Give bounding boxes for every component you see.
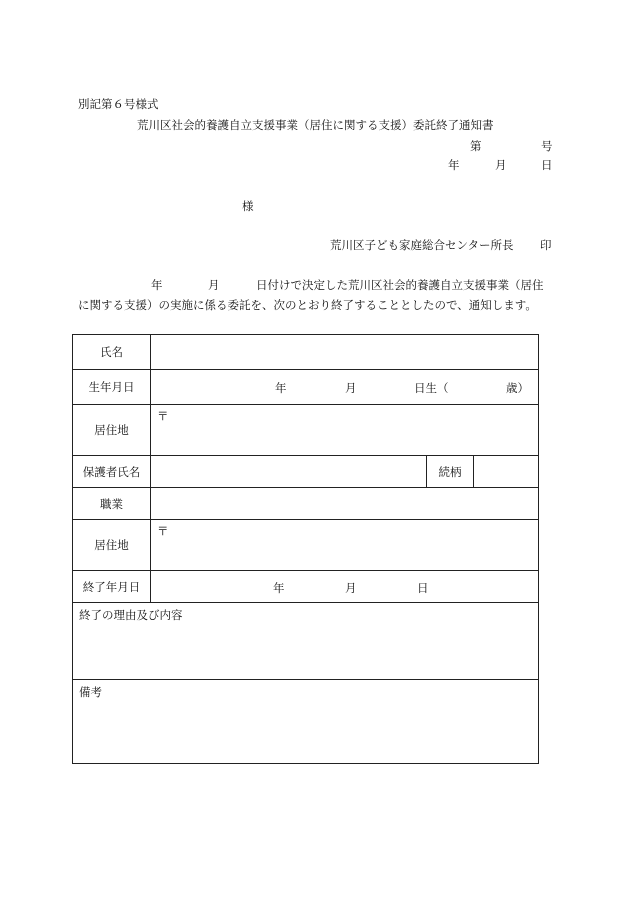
occupation-field[interactable] [151, 488, 539, 520]
row-address-2 [73, 520, 539, 571]
postal-mark-2: 〒 [157, 524, 169, 538]
row-birth [73, 370, 539, 405]
end-date-label: 終了年月日 [73, 571, 151, 603]
row-end-date [73, 571, 539, 603]
name-field[interactable] [151, 335, 539, 370]
birth-month: 月 [345, 381, 357, 395]
relation-label: 続柄 [427, 456, 474, 488]
body-line1: 日付けで決定した荒川区社会的養護自立支援事業（居住 [256, 278, 544, 292]
row-occupation [73, 488, 539, 520]
occupation-label: 職業 [73, 488, 151, 520]
addressee-suffix: 様 [242, 199, 254, 213]
name-label: 氏名 [73, 335, 151, 370]
form-code: 別記第６号様式 [78, 97, 159, 111]
postal-mark: 〒 [157, 409, 169, 423]
end-day: 日 [417, 581, 429, 595]
end-month: 月 [345, 581, 357, 595]
relation-field[interactable] [474, 456, 539, 488]
row-address [73, 405, 539, 456]
guardian-label: 保護者氏名 [73, 456, 151, 488]
row-name [73, 335, 539, 370]
address2-label: 居住地 [73, 520, 151, 571]
sender-name: 荒川区子ども家庭総合センター所長 [330, 238, 514, 252]
reason-label: 終了の理由及び内容 [79, 608, 183, 622]
remarks-field[interactable] [73, 680, 539, 764]
birth-field[interactable] [151, 370, 539, 405]
birth-day: 日生（ [414, 381, 449, 395]
row-reason [73, 603, 539, 680]
remarks-label: 備考 [79, 685, 102, 699]
end-year: 年 [273, 581, 285, 595]
birth-label: 生年月日 [73, 370, 151, 405]
address2-field[interactable] [151, 520, 539, 571]
birth-year: 年 [275, 381, 287, 395]
guardian-field[interactable] [151, 456, 427, 488]
end-date-field[interactable] [151, 571, 539, 603]
header-year: 年 [448, 158, 460, 172]
document-title: 荒川区社会的養護自立支援事業（居住に関する支援）委託終了通知書 [137, 118, 494, 132]
header-month: 月 [495, 158, 507, 172]
address-label: 居住地 [73, 405, 151, 456]
header-day: 日 [541, 158, 553, 172]
age-suffix: 歳） [506, 381, 529, 395]
number-suffix: 号 [541, 139, 553, 153]
number-prefix: 第 [470, 139, 482, 153]
reason-field[interactable] [73, 603, 539, 680]
seal-mark: 印 [540, 238, 552, 252]
address-field[interactable] [151, 405, 539, 456]
form-table [72, 334, 539, 764]
body-month: 月 [208, 278, 220, 292]
row-guardian [73, 456, 539, 488]
body-line2: に関する支援）の実施に係る委託を、次のとおり終了することとしたので、通知します。 [78, 298, 537, 312]
body-year: 年 [151, 278, 163, 292]
row-remarks [73, 680, 539, 764]
